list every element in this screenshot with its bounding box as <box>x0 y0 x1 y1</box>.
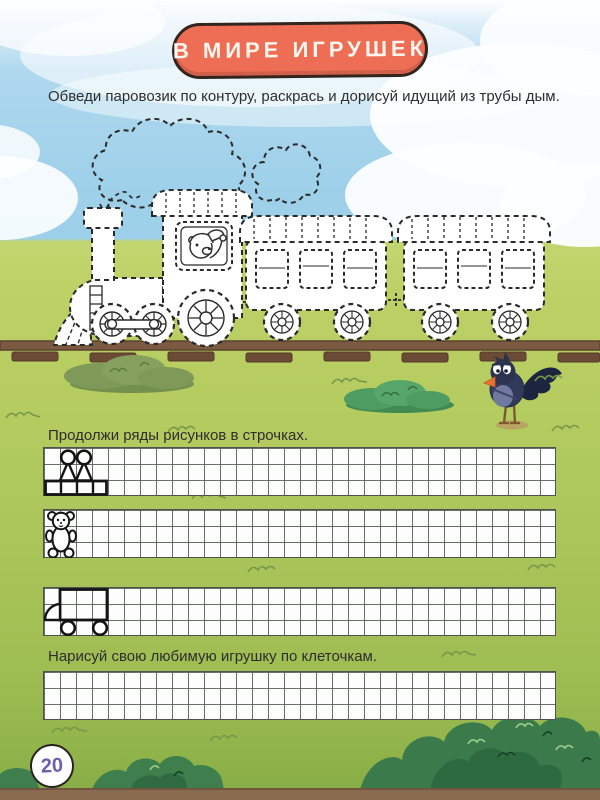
bush-right <box>344 380 454 413</box>
page-number: 20 <box>40 753 64 778</box>
bird <box>484 352 562 430</box>
pattern-grid-row-3[interactable] <box>43 587 556 636</box>
bottom-bushes <box>0 717 600 790</box>
free-drawing-grid[interactable] <box>43 671 556 720</box>
instruction-trace-train: Обведи паровозик по контуру, раскрась и дорисуй идущий из трубы дым. <box>48 88 560 105</box>
page-title: В МИРЕ ИГРУШЕК <box>172 35 428 64</box>
instruction-continue-rows: Продолжи ряды рисунков в строчках. <box>48 427 309 444</box>
instruction-draw-favorite: Нарисуй свою любимую игрушку по клеточкам. <box>48 648 378 665</box>
title-badge <box>172 21 429 80</box>
dotted-outline-wagon-2 <box>398 216 550 310</box>
pattern-grid-row-2[interactable] <box>43 509 556 558</box>
pattern-grid-row-1[interactable] <box>43 447 556 496</box>
dotted-outline-wagon-1 <box>240 216 392 310</box>
dashed-smoke-cloud-small <box>252 144 320 203</box>
soil-strip <box>0 788 600 800</box>
